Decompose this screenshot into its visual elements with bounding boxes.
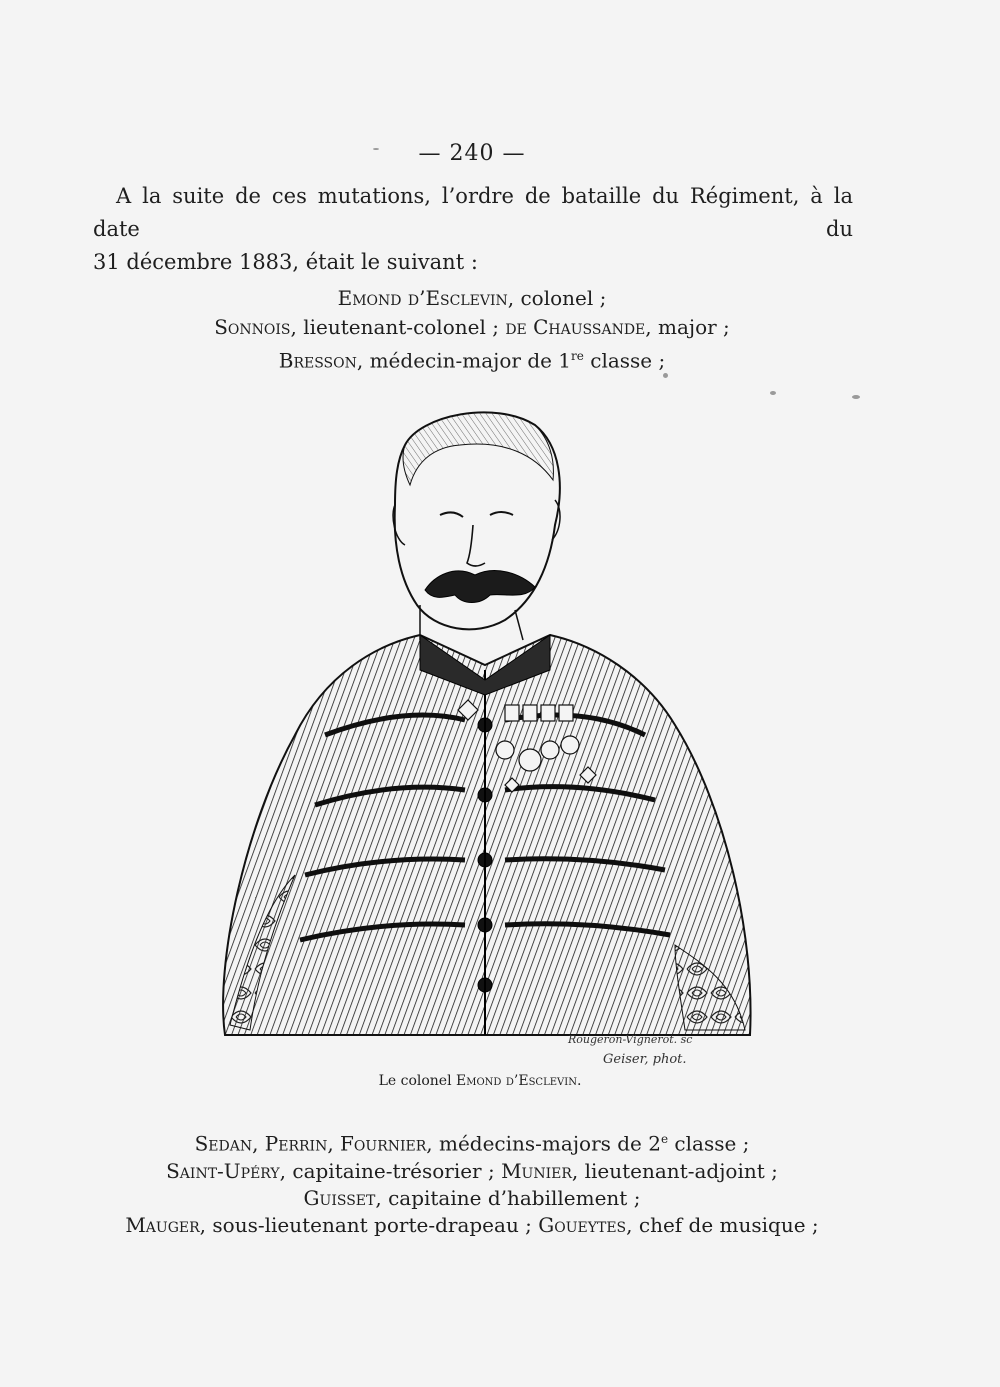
officer-line (0, 284, 944, 313)
page-number: — 240 — (418, 141, 526, 166)
officer-role: , lieutenant-colonel ; (290, 315, 506, 339)
paper-speck (770, 391, 776, 395)
officer-name: Saint-Upéry (166, 1158, 280, 1183)
officer-line (0, 1185, 944, 1212)
photo-credit: Geiser, phot. (603, 1052, 687, 1067)
officer-list-bottom (0, 1126, 944, 1239)
officer-role-tail: classe ; (668, 1131, 750, 1156)
officer-line (0, 342, 944, 376)
intro-line-2: 31 décembre 1883, était le suivant : (93, 250, 478, 274)
officer-names: Sedan, Perrin, Fournier (194, 1131, 427, 1156)
ordinal-superscript: e (660, 1132, 669, 1146)
officer-role: , sous-lieutenant porte-drapeau ; (199, 1212, 539, 1237)
engraver-signature: Rougeron-Vignerot. sc (568, 1033, 693, 1046)
officer-role: , médecin-major de 1 (356, 348, 572, 373)
officer-name: Munier (501, 1158, 572, 1183)
officer-role: , colonel ; (507, 286, 607, 310)
officer-role: , chef de musique ; (626, 1212, 819, 1237)
intro-line-1: A la suite de ces mutations, l’ordre de bataille du Régiment, à la date du (93, 184, 853, 241)
officer-line (0, 1212, 944, 1239)
officer-line (0, 313, 944, 342)
colonel-portrait-engraving (205, 405, 765, 1045)
officer-name: Emond d’Esclevin (337, 286, 508, 310)
officer-name: Guisset (303, 1185, 376, 1210)
officer-role: , capitaine d’habillement ; (375, 1185, 641, 1210)
officer-name: Mauger (125, 1212, 200, 1237)
officer-role: , major ; (645, 315, 730, 339)
officer-line (0, 1158, 944, 1185)
officer-role-tail: classe ; (583, 348, 666, 373)
officer-list-top (0, 284, 944, 376)
figure-caption (0, 1073, 960, 1089)
officer-name: de Chaussande (505, 315, 646, 339)
officer-name: Bresson (278, 348, 357, 373)
ordinal-superscript: re (571, 349, 584, 363)
officer-role: , lieutenant-adjoint ; (571, 1158, 778, 1183)
caption-prefix: Le colonel (378, 1073, 457, 1089)
officer-role: , médecins-majors de 2 (426, 1131, 661, 1156)
officer-line (0, 1126, 944, 1158)
intro-paragraph (93, 180, 853, 279)
caption-name: Emond d’Esclevin. (456, 1073, 582, 1089)
paper-speck (852, 395, 860, 399)
officer-name: Sonnois (214, 315, 291, 339)
officer-name: Goueytes (538, 1212, 627, 1237)
head (393, 412, 560, 640)
officer-role: , capitaine-trésorier ; (279, 1158, 502, 1183)
jacket (223, 635, 750, 1035)
